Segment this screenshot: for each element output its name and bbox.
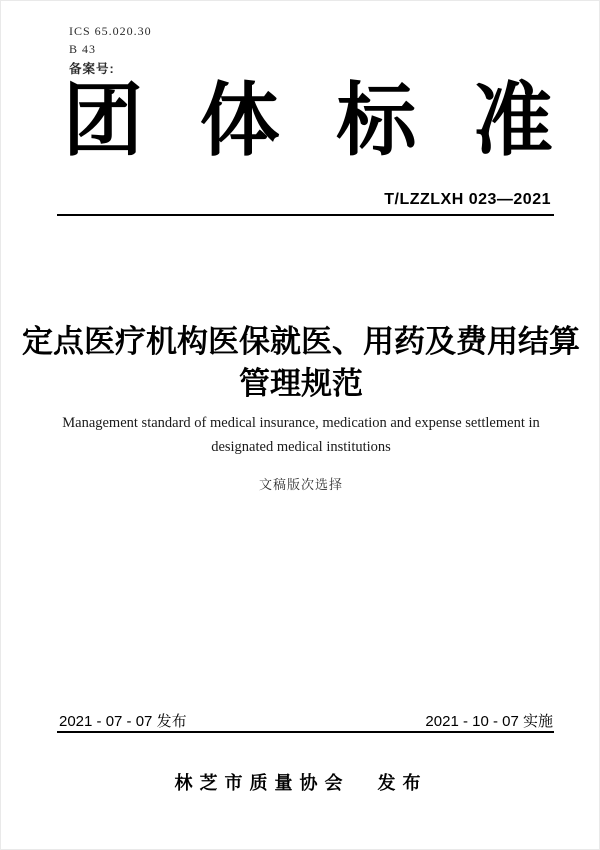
main-title-line1: 定点医疗机构医保就医、用药及费用结算 (22, 324, 580, 359)
main-title-en: Management standard of medical insurance, medication and expense settlement in designated medical institutions (62, 415, 540, 455)
footer-rule (57, 731, 554, 733)
date-row (59, 710, 553, 731)
standard-number: T/LZZLXH 023—2021 (384, 191, 551, 208)
document-type-title (63, 71, 553, 171)
implement-date: 2021 - 10 - 07 实施 (425, 713, 553, 730)
main-title-line2: 管理规范 (239, 366, 363, 401)
doc-type-char: 标 (336, 76, 417, 165)
doc-type-char: 团 (63, 76, 143, 165)
ics-code: ICS 65.020.30 (69, 24, 152, 38)
version-note: 文稿版次选择 (258, 477, 343, 492)
doc-type-char: 准 (472, 76, 553, 165)
header-rule (57, 214, 554, 216)
main-title-zh (1, 321, 600, 405)
issue-date: 2021 - 07 - 07 发布 (59, 713, 187, 730)
doc-type-char: 体 (199, 76, 280, 165)
publisher-row (1, 769, 600, 795)
meta-block (69, 22, 152, 78)
record-number-label: 备案号: (69, 62, 115, 76)
publisher-name: 林芝市质量协会 (174, 773, 350, 793)
classification-code: B 43 (69, 42, 97, 56)
publish-action-label: 发布 (377, 773, 428, 793)
